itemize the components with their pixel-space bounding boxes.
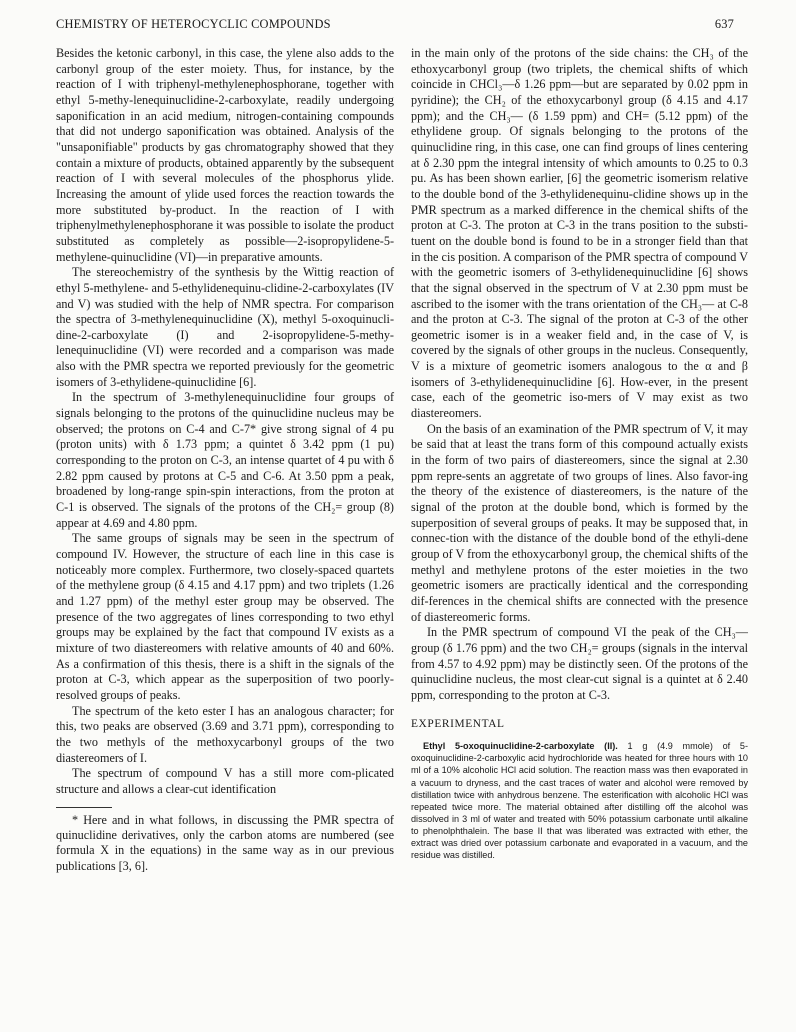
paragraph: The spectrum of compound V has a still more com-plicated structure and allows a clear-cut identification — [56, 766, 394, 796]
paragraph: In the PMR spectrum of compound VI the peak of the CH₃— group (δ 1.76 ppm) and the two CH₂= groups (signals in the interval from 4.57 to 4.92 ppm) may be distinctly seen. Of the protons of the quinuclidine nucleus, the most clear-cut signal is a quintet at δ 2.40 ppm, corresponding to the proton at C-3. — [411, 625, 748, 702]
paragraph: In the spectrum of 3-methylenequinuclidine four groups of signals belonging to the protons of the quinuclidine nucleus may be observed; the protons on C-4 and C-7* give strong signal of 4 pu (proton units) with δ 1.73 ppm; a quintet δ 3.42 ppm (1 pu) corresponding to the proton on C-3, an intense quartet of 4 pu with δ 2.82 ppm caused by protons at C-5 and C-6. At 3.50 ppm a peak, broadened by long-range spin-spin interactions, from the proton at C-1 is observed. The signals of the protons of the CH₂= group (8) appear at 4.69 and 4.80 ppm. — [56, 390, 394, 530]
right-column — [411, 46, 748, 861]
paragraph: in the main only of the protons of the side chains: the CH₃ of the ethoxycarbonyl group (two triplets, the chemical shifts of which coincide in CHCl₃—δ 1.26 ppm—but are separated by 0.02 ppm in pyridine); the CH₂ of the ethoxycarbonyl group (δ 4.15 and 4.17 ppm); and the CH₃— (δ 1.59 ppm) and CH= (5.12 ppm) of the ethylidene group. Of signals belonging to the protons of the quinuclidine ring, in this case, one can find groups of lines centering at δ 2.30 ppm the integral intensity of which amounts to 0.25 to 0.3 pu. As has been shown earlier, [6] the geometric isomerism relative to the double bond of the 3-ethylidenequinu-clidine shows up in the PMR spectrum as a marked difference in the chemical shifts of the proton at C-3. The proton at C-3 in the trans position to the substi-tuent on the double bond is found to be in a stronger field than that in the cis position. A comparison of the PMR spectra of compound V with the geometric isomers of 3-ethylidenequinuclidine [6] shows that the signal observed in the spectrum of V at 2.30 ppm must be ascribed to the isomer with the trans orientation of the CH₃— at C-8 and the proton at C-3. The signal of the proton at C-3 of the other geometric isomer is in a weaker field and, in the case of V, is covered by the signals of other groups in the nucleus. Consequently, V is a mixture of geometric isomers analogous to the α and β isomers of 3-ethylidenequinuclidine [6]. How-ever, in the present case, each of the geometric iso-mers of V may exist as two diastereomers. — [411, 46, 748, 421]
compound-heading: Ethyl 5-oxoquinuclidine-2-carboxylate (II). — [423, 741, 618, 752]
paragraph: On the basis of an examination of the PMR spectrum of V, it may be said that at least the trans form of this compound actually exists in the form of two pairs of diastereomers, since the signal at 2.30 ppm repre-sents an aggretate of two groups of lines. Also favor-ing the theory of the existence of diastereomers, is the nature of the signal of the proton at the double bond, which is formed by the superposition of several groups of peaks. It may be supposed that, in connec-tion with the distance of the double bond of the ethyli-dene group of V from the ethoxycarbonyl group, the chemical shifts of the methyl and methylene protons of the ester moieties in the two geometric isomers are practically identical and the corresponding dif-ferences in the chemical shifts are connected with the presence of diastereomeric forms. — [411, 421, 748, 624]
section-title: EXPERIMENTAL — [411, 717, 505, 730]
experimental-paragraph — [411, 740, 748, 861]
footnote-divider — [56, 807, 112, 808]
page-number: 637 — [714, 17, 734, 31]
experimental-text: 1 g (4.9 mmole) of 5-oxoquinuclidine-2-carboxylic acid hydrochloride was heated for three hours with 10 ml of a 10% alcoholic HCl acid solution. The reaction mass was then evaporated in a vacuum to dryness, and the cast traces of water and alcohol were removed by distillation twice with anhydrous benzene. The esterification with alcoholic HCl was repeated twice more. The material obtained after distilling off the alcohol was dissolved in 3 ml of water and treated with 50% potassium carbonate until alkaline to phenolphthalein. The base II that was liberated was extracted with ether, the extract was dried over potassium carbonate and evaporated in a vacuum, and the residue was distilled. — [411, 741, 748, 861]
paragraph: The stereochemistry of the synthesis by the Wittig reaction of ethyl 5-methylene- and 5-ethylidenequinu-clidine-2-carboxylates (IV and V) was studied with the help of NMR spectra. For comparison the spectra of 3-methylenequinuclidine (X), methyl 5-oxoquinucli-dine-2-carboxylate (I) and 2-isopropylidene-5-methy-lenequinuclidine (VI) were recorded and a comparison was made also with the PMR spectra we reported previously for the geometric isomers of 3-ethylidene-quinuclidine [6]. — [56, 265, 394, 389]
paragraph: The same groups of signals may be seen in the spectrum of compound IV. However, the structure of each line in this case is noticeably more complex. Furthermore, two closely-spaced quartets of the methylene group (δ 4.15 and 4.17 ppm) and two triplets (1.26 and 1.27 ppm) of the methyl ester group may be observed. The presence of the two aggregates of lines corresponding to two ethyl groups may be explained by the fact that compound IV exists as a mixture of two diastereomers with relative amounts of 40 and 60%. As a confirmation of this thesis, there is a shift in the signals of the proton at C-3, which appear as the superposition of two poorly-resolved groups of peaks. — [56, 531, 394, 702]
left-column — [56, 46, 394, 874]
paragraph: Besides the ketonic carbonyl, in this case, the ylene also adds to the carbonyl group of the ester moiety. Thus, for instance, by the reaction of I with triphenyl-methylenephosphorane, together with ethyl 5-methy-lenequinuclidine-2-carboxylate, readily undergoing saponification in an acid medium, nitrogen-containing compounds that did not undergo saponification was obtained. Analysis of the "unsaponifiable" products by gas chromatography showed that they contain a mixture of products, obtained apparently by the subsequent reaction of I with several molecules of the phosphorus ylide. Increasing the amount of ylide used forces the reaction towards the more substituted by-product. In the reaction of I with triphenylmethylenephosphorane it was possible to isolate the product substituted as completely as possible—2-isopropylidene-5-methylene-quinuclidine (VI)—in preparative amounts. — [56, 46, 394, 264]
footnote: * Here and in what follows, in discussing the PMR spectra of quinuclidine derivatives, only the carbon atoms are numbered (see formula X in the equations) in the same way as in our previous publications [3, 6]. — [56, 812, 394, 873]
paragraph: The spectrum of the keto ester I has an analogous character; for this, two peaks are observed (3.69 and 3.71 ppm), corresponding to the two methyls of the methoxycarbonyl groups of the two diastereomers of I. — [56, 703, 394, 765]
running-title: CHEMISTRY OF HETEROCYCLIC COMPOUNDS — [56, 17, 331, 31]
